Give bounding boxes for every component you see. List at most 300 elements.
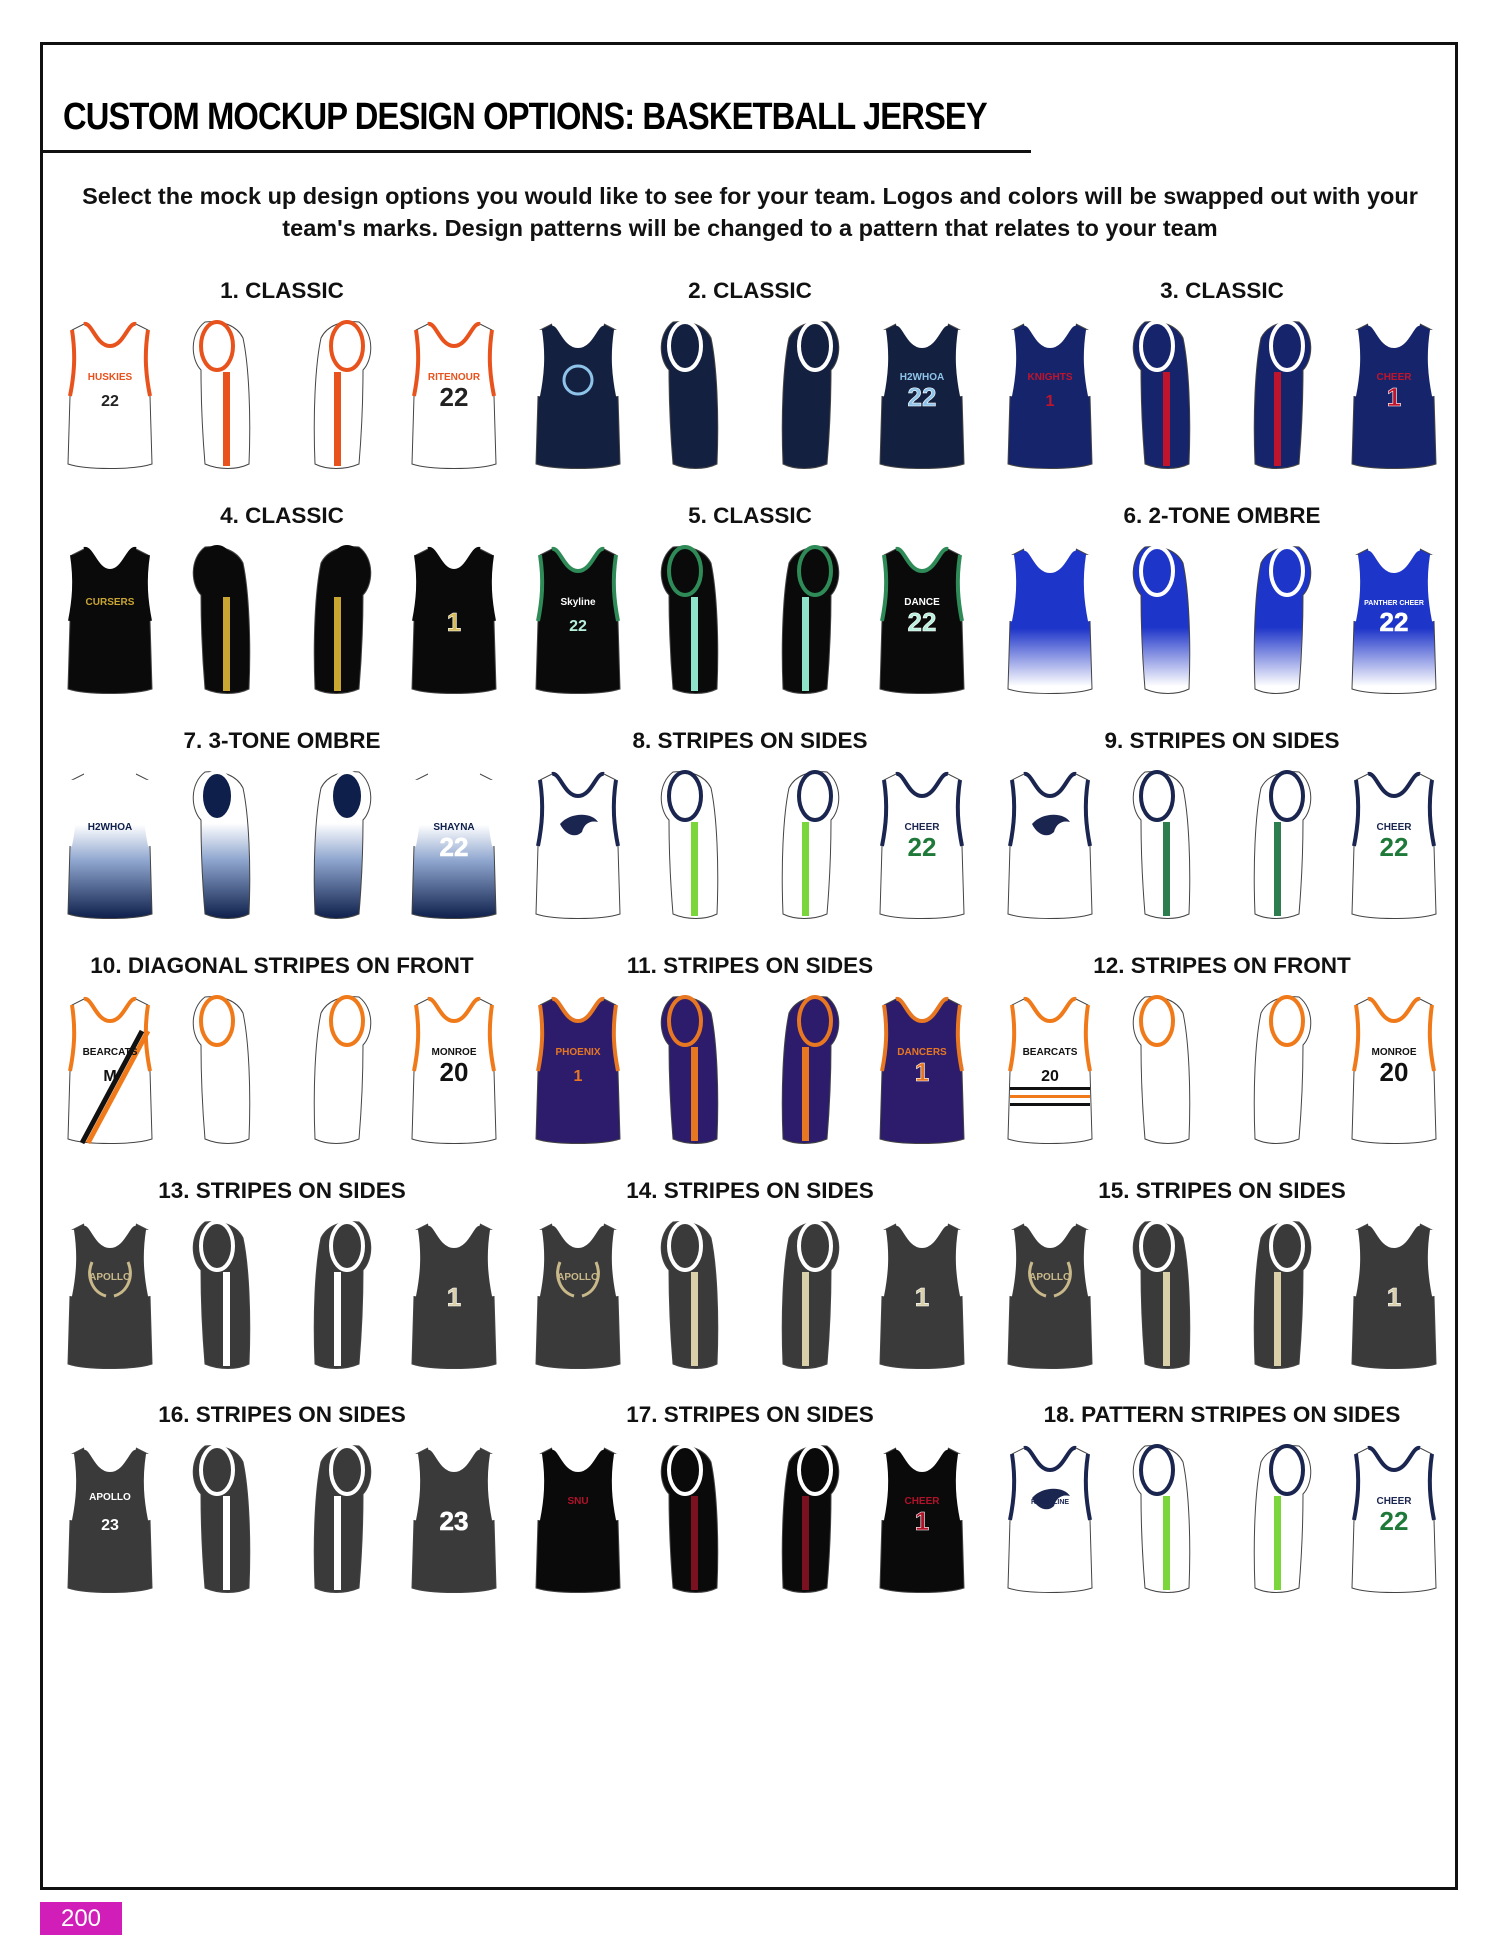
armhole-trim: [1271, 322, 1303, 370]
jersey-views: [52, 766, 512, 926]
design-option-label: 8. STRIPES ON SIDES: [632, 728, 868, 753]
jersey-views: [520, 541, 980, 701]
front-name-text: APOLLO: [89, 1492, 131, 1503]
jersey-side-right-view: [1231, 991, 1327, 1151]
jersey-front-view: [62, 316, 158, 476]
jersey-side-right-view: [759, 541, 855, 701]
jersey-front-view: [530, 1440, 626, 1600]
design-option-label: 2. CLASSIC: [688, 278, 812, 303]
armhole-trim: [201, 322, 233, 370]
jersey-front-view: [530, 991, 626, 1151]
jersey-front-view: [530, 766, 626, 926]
armhole-trim: [70, 330, 74, 396]
armhole-trim: [146, 1230, 150, 1296]
armhole-trim: [669, 997, 701, 1045]
jersey-side-right-view: [291, 316, 387, 476]
jersey-side-right-view: [1231, 541, 1327, 701]
jersey-front-view: [62, 1216, 158, 1376]
jersey-views: [520, 1440, 980, 1600]
side-stripe: [223, 1272, 230, 1366]
design-option-card[interactable]: [520, 1394, 980, 1664]
front-name-text: H2WHOA: [87, 822, 133, 833]
back-number: 22: [439, 832, 469, 862]
jersey-side-left-view: [645, 766, 741, 926]
armhole-trim: [614, 1005, 618, 1071]
armhole-trim: [1010, 1005, 1014, 1071]
armhole-trim: [1430, 555, 1434, 621]
armhole-trim: [490, 780, 494, 846]
jersey-side-right-view: [291, 541, 387, 701]
armhole-trim: [958, 1454, 962, 1520]
jersey-back-view: [874, 541, 970, 701]
armhole-trim: [414, 780, 418, 846]
back-number: 1: [914, 1506, 930, 1536]
armhole-trim: [414, 1005, 418, 1071]
armhole-trim: [1010, 1454, 1014, 1520]
jersey-back-view: [406, 1216, 502, 1376]
armhole-trim: [490, 555, 494, 621]
design-option-label: 3. CLASSIC: [1160, 278, 1284, 303]
back-name-text: DANCE: [904, 597, 940, 608]
armhole-trim: [882, 1454, 886, 1520]
armhole-trim: [1271, 547, 1303, 595]
armhole-trim: [201, 1222, 233, 1270]
jersey-views: [52, 541, 512, 701]
front-name-text: RIDGELINE: [1030, 1499, 1070, 1506]
jersey-back-view: [1346, 1216, 1442, 1376]
front-number: 22: [101, 393, 119, 410]
armhole-trim: [331, 772, 363, 820]
back-number: 22: [1379, 1506, 1409, 1536]
armhole-trim: [958, 1230, 962, 1296]
jersey-front-view: [530, 541, 626, 701]
armhole-trim: [1354, 555, 1358, 621]
jersey-side-right-view: [759, 1216, 855, 1376]
back-name-text: MONROE: [431, 1047, 477, 1058]
back-number: 22: [1379, 832, 1409, 862]
side-stripe: [1163, 1272, 1170, 1366]
armhole-trim: [538, 555, 542, 621]
front-name-text: CURSERS: [85, 597, 135, 608]
jersey-front-view: [530, 1216, 626, 1376]
jersey-side-right-view: [1231, 1216, 1327, 1376]
jersey-side-right-view: [1231, 316, 1327, 476]
design-option-label: 15. STRIPES ON SIDES: [1098, 1178, 1346, 1203]
armhole-trim: [331, 1222, 363, 1270]
jersey-side-right-view: [759, 316, 855, 476]
design-option-card[interactable]: [992, 1394, 1452, 1664]
side-stripe: [1163, 372, 1170, 466]
jersey-side-right-view: [1231, 766, 1327, 926]
design-option-card[interactable]: [52, 1394, 512, 1664]
front-name-text: BEARCATS: [1022, 1047, 1078, 1058]
back-name-text: H2WHOA: [899, 372, 945, 383]
armhole-trim: [538, 780, 542, 846]
design-option-label: 1. CLASSIC: [220, 278, 344, 303]
front-name-text: HUSKIES: [87, 372, 133, 383]
armhole-trim: [201, 1446, 233, 1494]
back-number: 1: [914, 1057, 930, 1087]
intro-text: Select the mock up design options you would like to see for your team. Logos and colors will be swapped out with your team's marks. Design patterns will be changed to a pattern that relates to your team: [82, 183, 1418, 241]
armhole-trim: [669, 1222, 701, 1270]
jersey-side-left-view: [177, 316, 273, 476]
jersey-side-left-view: [177, 1440, 273, 1600]
armhole-trim: [1354, 780, 1358, 846]
back-name-text: CHEER: [1376, 372, 1412, 383]
design-option-label: 18. PATTERN STRIPES ON SIDES: [1043, 1402, 1401, 1427]
jersey-front-view: [1002, 541, 1098, 701]
jersey-back-view: [406, 1440, 502, 1600]
front-name-text: APOLLO: [557, 1272, 599, 1283]
back-number: 1: [446, 607, 462, 637]
chest-stripe: [1010, 1095, 1090, 1098]
jersey-front-view: [1002, 316, 1098, 476]
side-stripe: [1274, 1496, 1281, 1590]
armhole-trim: [538, 1005, 542, 1071]
jersey-back-view: [1346, 1440, 1442, 1600]
armhole-trim: [614, 1230, 618, 1296]
design-option-label: 5. CLASSIC: [688, 503, 812, 528]
armhole-trim: [882, 780, 886, 846]
back-name-text: SHAYNA: [433, 822, 475, 833]
jersey-views: [520, 1216, 980, 1376]
armhole-trim: [414, 1230, 418, 1296]
jersey-front-view: [1002, 1440, 1098, 1600]
front-name-text: APOLLO: [1029, 1272, 1071, 1283]
jersey-side-right-view: [291, 991, 387, 1151]
jersey-views: [992, 1216, 1452, 1376]
armhole-trim: [799, 1446, 831, 1494]
side-stripe: [223, 597, 230, 691]
side-stripe: [691, 597, 698, 691]
design-option-label: 7. 3-TONE OMBRE: [183, 728, 381, 753]
armhole-trim: [538, 330, 542, 396]
armhole-trim: [1430, 330, 1434, 396]
jersey-side-right-view: [291, 766, 387, 926]
jersey-side-left-view: [177, 1216, 273, 1376]
jersey-back-view: [406, 316, 502, 476]
page-number: 200: [40, 1902, 122, 1935]
jersey-side-left-view: [645, 991, 741, 1151]
armhole-trim: [1354, 1454, 1358, 1520]
armhole-trim: [1354, 1230, 1358, 1296]
armhole-trim: [1141, 1446, 1173, 1494]
design-option-label: 14. STRIPES ON SIDES: [626, 1178, 874, 1203]
design-option-label: 12. STRIPES ON FRONT: [1093, 953, 1351, 978]
jersey-side-left-view: [645, 316, 741, 476]
armhole-trim: [490, 1230, 494, 1296]
title-underline: [43, 150, 1031, 153]
armhole-trim: [1086, 1454, 1090, 1520]
armhole-trim: [614, 555, 618, 621]
jersey-views: [992, 991, 1452, 1151]
jersey-side-left-view: [645, 541, 741, 701]
armhole-trim: [1141, 1222, 1173, 1270]
armhole-trim: [1086, 330, 1090, 396]
armhole-trim: [1271, 772, 1303, 820]
jersey-views: [520, 766, 980, 926]
side-stripe: [802, 1047, 809, 1141]
jersey-views: [992, 766, 1452, 926]
jersey-front-view: [62, 991, 158, 1151]
armhole-trim: [882, 330, 886, 396]
armhole-trim: [146, 555, 150, 621]
armhole-trim: [958, 1005, 962, 1071]
jersey-side-left-view: [177, 766, 273, 926]
armhole-trim: [1271, 1222, 1303, 1270]
side-stripe: [223, 372, 230, 466]
armhole-trim: [146, 1454, 150, 1520]
armhole-trim: [414, 1454, 418, 1520]
armhole-trim: [1010, 330, 1014, 396]
armhole-trim: [1430, 780, 1434, 846]
jersey-side-right-view: [759, 991, 855, 1151]
front-name-text: APOLLO: [89, 1272, 131, 1283]
back-number: 23: [439, 1506, 469, 1536]
chest-stripe: [1010, 1087, 1090, 1090]
armhole-trim: [1141, 322, 1173, 370]
armhole-trim: [1141, 997, 1173, 1045]
armhole-trim: [614, 330, 618, 396]
armhole-trim: [669, 1446, 701, 1494]
side-stripe: [691, 822, 698, 916]
side-stripe: [802, 1496, 809, 1590]
armhole-trim: [331, 997, 363, 1045]
front-name-text: PHOENIX: [555, 1047, 601, 1058]
armhole-trim: [1430, 1230, 1434, 1296]
armhole-trim: [958, 330, 962, 396]
jersey-back-view: [874, 766, 970, 926]
jersey-views: [520, 316, 980, 476]
back-name-text: RITENOUR: [427, 372, 481, 383]
armhole-trim: [1010, 780, 1014, 846]
jersey-views: [52, 316, 512, 476]
jersey-back-view: [406, 991, 502, 1151]
jersey-side-left-view: [645, 1216, 741, 1376]
side-stripe: [1163, 1496, 1170, 1590]
armhole-trim: [1430, 1005, 1434, 1071]
chest-stripe: [1010, 1103, 1090, 1106]
jersey-views: [992, 541, 1452, 701]
armhole-trim: [669, 772, 701, 820]
side-stripe: [691, 1047, 698, 1141]
armhole-trim: [799, 997, 831, 1045]
back-number: 22: [439, 382, 469, 412]
armhole-trim: [1086, 555, 1090, 621]
armhole-trim: [1141, 772, 1173, 820]
side-stripe: [1163, 822, 1170, 916]
armhole-trim: [538, 1230, 542, 1296]
front-number: 20: [1041, 1068, 1059, 1085]
armhole-trim: [882, 555, 886, 621]
side-stripe: [802, 822, 809, 916]
armhole-trim: [538, 1454, 542, 1520]
armhole-trim: [1086, 1005, 1090, 1071]
back-number: 22: [907, 832, 937, 862]
back-name-text: CHEER: [1376, 1496, 1412, 1507]
jersey-views: [52, 1216, 512, 1376]
front-number: M: [103, 1068, 117, 1085]
back-number: 20: [1379, 1057, 1409, 1087]
armhole-trim: [201, 997, 233, 1045]
front-number: 22: [569, 618, 587, 635]
armhole-trim: [70, 555, 74, 621]
jersey-front-view: [530, 316, 626, 476]
armhole-trim: [490, 1005, 494, 1071]
jersey-side-right-view: [759, 1440, 855, 1600]
armhole-trim: [201, 547, 233, 595]
jersey-side-left-view: [1117, 541, 1213, 701]
armhole-trim: [1271, 1446, 1303, 1494]
armhole-trim: [1086, 1230, 1090, 1296]
jersey-back-view: [1346, 316, 1442, 476]
back-number: 1: [446, 1282, 462, 1312]
armhole-trim: [1086, 780, 1090, 846]
armhole-trim: [146, 780, 150, 846]
back-name-text: CHEER: [1376, 822, 1412, 833]
armhole-trim: [146, 330, 150, 396]
armhole-trim: [799, 772, 831, 820]
armhole-trim: [799, 1222, 831, 1270]
armhole-trim: [414, 555, 418, 621]
jersey-side-left-view: [177, 991, 273, 1151]
jersey-side-right-view: [759, 766, 855, 926]
armhole-trim: [1271, 997, 1303, 1045]
side-stripe: [334, 1272, 341, 1366]
design-option-label: 4. CLASSIC: [220, 503, 344, 528]
armhole-trim: [614, 1454, 618, 1520]
back-name-text: CHEER: [904, 1496, 940, 1507]
front-name-text: Skyline: [560, 597, 596, 608]
armhole-trim: [614, 780, 618, 846]
back-number: 1: [914, 1282, 930, 1312]
jersey-side-left-view: [1117, 316, 1213, 476]
back-number: 1: [1386, 1282, 1402, 1312]
side-stripe: [334, 1496, 341, 1590]
armhole-trim: [958, 555, 962, 621]
jersey-front-view: [1002, 1216, 1098, 1376]
armhole-trim: [882, 1005, 886, 1071]
jersey-front-view: [62, 1440, 158, 1600]
armhole-trim: [414, 330, 418, 396]
armhole-trim: [70, 780, 74, 846]
back-name-text: MONROE: [1371, 1047, 1417, 1058]
armhole-trim: [1354, 330, 1358, 396]
jersey-front-view: [62, 541, 158, 701]
side-stripe: [691, 1272, 698, 1366]
jersey-back-view: [1346, 766, 1442, 926]
jersey-back-view: [874, 316, 970, 476]
design-option-label: 17. STRIPES ON SIDES: [626, 1402, 874, 1427]
armhole-trim: [1141, 547, 1173, 595]
jersey-side-right-view: [291, 1216, 387, 1376]
armhole-trim: [669, 547, 701, 595]
armhole-trim: [201, 772, 233, 820]
front-number: 23: [101, 1517, 119, 1534]
armhole-trim: [70, 1005, 74, 1071]
back-name-text: DANCERS: [897, 1047, 947, 1058]
front-number: 1: [573, 1068, 583, 1085]
jersey-front-view: [62, 766, 158, 926]
jersey-views: [52, 991, 512, 1151]
jersey-back-view: [406, 541, 502, 701]
jersey-side-left-view: [1117, 991, 1213, 1151]
armhole-trim: [490, 330, 494, 396]
jersey-back-view: [874, 991, 970, 1151]
jersey-side-left-view: [177, 541, 273, 701]
armhole-trim: [1010, 1230, 1014, 1296]
jersey-views: [992, 1440, 1452, 1600]
jersey-back-view: [1346, 541, 1442, 701]
armhole-trim: [669, 322, 701, 370]
design-option-label: 9. STRIPES ON SIDES: [1104, 728, 1340, 753]
design-option-label: 6. 2-TONE OMBRE: [1123, 503, 1321, 528]
armhole-trim: [799, 322, 831, 370]
side-stripe: [1274, 1272, 1281, 1366]
armhole-trim: [799, 547, 831, 595]
armhole-trim: [70, 1230, 74, 1296]
side-stripe: [691, 1496, 698, 1590]
side-stripe: [802, 597, 809, 691]
jersey-back-view: [406, 766, 502, 926]
side-stripe: [334, 597, 341, 691]
armhole-trim: [490, 1454, 494, 1520]
back-name-text: CHEER: [904, 822, 940, 833]
jersey-side-right-view: [291, 1440, 387, 1600]
jersey-side-left-view: [1117, 1440, 1213, 1600]
armhole-trim: [70, 1454, 74, 1520]
design-option-label: 11. STRIPES ON SIDES: [626, 953, 874, 978]
jersey-front-view: [1002, 766, 1098, 926]
jersey-back-view: [1346, 991, 1442, 1151]
jersey-front-view: [1002, 991, 1098, 1151]
side-stripe: [223, 1496, 230, 1590]
back-number: 22: [907, 607, 937, 637]
front-number: 1: [1045, 393, 1055, 410]
back-number: 22: [1379, 607, 1409, 637]
front-name-text: SNU: [567, 1496, 589, 1507]
armhole-trim: [958, 780, 962, 846]
page-title: CUSTOM MOCKUP DESIGN OPTIONS: BASKETBALL JERSEY: [63, 96, 987, 138]
armhole-trim: [882, 1230, 886, 1296]
jersey-side-left-view: [1117, 1216, 1213, 1376]
back-number: 22: [907, 382, 937, 412]
armhole-trim: [331, 547, 363, 595]
side-stripe: [1274, 372, 1281, 466]
jersey-back-view: [874, 1440, 970, 1600]
armhole-trim: [1354, 1005, 1358, 1071]
jersey-side-right-view: [1231, 1440, 1327, 1600]
armhole-trim: [331, 322, 363, 370]
back-number: 1: [1386, 382, 1402, 412]
front-name-text: BEARCATS: [82, 1047, 138, 1058]
jersey-views: [992, 316, 1452, 476]
design-option-label: 13. STRIPES ON SIDES: [158, 1178, 406, 1203]
jersey-side-left-view: [1117, 766, 1213, 926]
armhole-trim: [1430, 1454, 1434, 1520]
jersey-views: [52, 1440, 512, 1600]
jersey-side-left-view: [645, 1440, 741, 1600]
design-option-label: 16. STRIPES ON SIDES: [158, 1402, 406, 1427]
design-option-label: 10. DIAGONAL STRIPES ON FRONT: [90, 953, 474, 978]
front-name-text: KNIGHTS: [1027, 372, 1073, 383]
armhole-trim: [1010, 555, 1014, 621]
side-stripe: [1274, 822, 1281, 916]
side-stripe: [802, 1272, 809, 1366]
back-name-text: PANTHER CHEER: [1364, 600, 1424, 607]
armhole-trim: [331, 1446, 363, 1494]
back-number: 20: [439, 1057, 469, 1087]
